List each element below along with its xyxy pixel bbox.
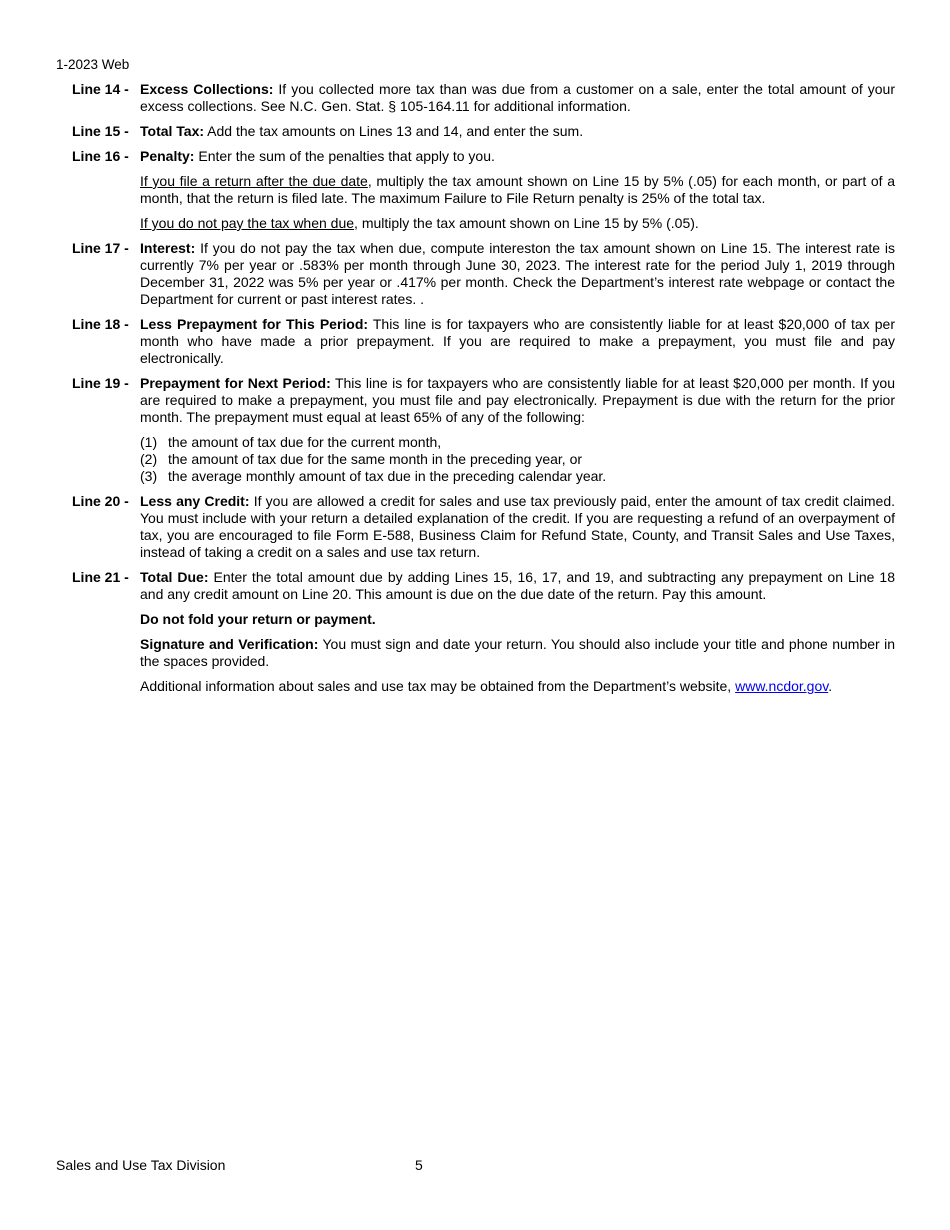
additional-info-text: Additional information about sales and use tax may be obtained from the Department’s website, [140, 678, 732, 694]
line-19-entry [72, 375, 895, 426]
signature-title: Signature and Verification: [140, 636, 319, 652]
line-18-entry [72, 316, 895, 367]
late-filing-heading: If you file a return after the due date [140, 173, 368, 189]
line-21-entry [72, 569, 895, 603]
line-text: If you collected more tax than was due from a customer on a sale, enter the total amount of your excess collections. See N.C. Gen. Stat. § 105-164.11 for additional information. [140, 81, 895, 114]
line-text: Enter the total amount due by adding Lines 15, 16, 17, and 19, and subtracting any prepayment on Line 18 and any credit amount on Line 20. This amount is due on the due date of the return. Pay this amount. [140, 569, 895, 602]
list-item [140, 451, 895, 468]
line-title: Excess Collections: [140, 81, 274, 97]
line-15-entry [72, 123, 895, 140]
signature-verification-note [72, 636, 895, 670]
list-item-text: the amount of tax due for the current month, [168, 434, 442, 450]
line-number: Line 18 - [72, 316, 129, 332]
footer-division: Sales and Use Tax Division [56, 1157, 226, 1173]
late-payment-heading: If you do not pay the tax when due [140, 215, 355, 231]
line-title: Penalty: [140, 148, 195, 164]
line-title: Interest: [140, 240, 196, 256]
line-title: Total Due: [140, 569, 209, 585]
page-number: 5 [415, 1157, 423, 1173]
line-14-entry [72, 81, 895, 115]
list-item-number: (3) [140, 468, 158, 484]
line-text: Add the tax amounts on Lines 13 and 14, and enter the sum. [207, 123, 584, 139]
line-17-entry [72, 240, 895, 308]
list-item-number: (1) [140, 434, 158, 450]
line-20-entry [72, 493, 895, 561]
late-payment-text: , multiply the tax amount shown on Line 15 by 5% (.05). [354, 215, 699, 231]
line-text: If you do not pay the tax when due, compute intereston the tax amount shown on Line 15. The interest rate is currently 7% per year or .583% per month through June 30, 2023. The interest rate for the period July 1, 2019 through December 31, 2022 was 5% per year or .417% per month. Check the Department’s interest rate webpage or contact the Department for current or past interest rates. . [140, 240, 896, 307]
list-item-text: the average monthly amount of tax due in the preceding calendar year. [168, 468, 607, 484]
late-filing-text: , multiply the tax amount shown on Line 15 by 5% (.05) for each month, or part of a month, that the return is filed late. The maximum Failure to File Return penalty is 25% of the total tax. [140, 173, 895, 206]
form-version-code: 1-2023 Web [56, 57, 130, 72]
line-number: Line 16 - [72, 148, 129, 164]
line-title: Less Prepayment for This Period: [140, 316, 369, 332]
ncdor-website-link[interactable]: www.ncdor.gov [735, 678, 829, 694]
line-text: Enter the sum of the penalties that apply to you. [198, 148, 495, 164]
line-number: Line 17 - [72, 240, 129, 256]
additional-info-note [72, 678, 895, 695]
line-number: Line 19 - [72, 375, 129, 391]
line-title: Less any Credit: [140, 493, 250, 509]
line-number: Line 15 - [72, 123, 129, 139]
late-payment-penalty [72, 215, 895, 232]
line-text: This line is for taxpayers who are consistently liable for at least $20,000 per month. If you are required to make a prepayment, you must file and pay electronically. Prepayment is due with the return for the prior month. The prepayment must equal at least 65% of any of the following: [140, 375, 895, 425]
list-item-text: the amount of tax due for the same month in the preceding year, or [168, 451, 583, 467]
no-fold-notice: Do not fold your return or payment. [140, 611, 376, 627]
prepayment-options-list [72, 434, 895, 485]
line-text: This line is for taxpayers who are consistently liable for at least $20,000 of tax per month who have made a prior prepayment. If you are required to make a prepayment, you must file and pay electronically. [140, 316, 895, 366]
line-16-entry [72, 148, 895, 165]
additional-info-end: . [828, 678, 833, 694]
signature-text: You must sign and date your return. You should also include your title and phone number in the spaces provided. [140, 636, 895, 669]
list-item [140, 468, 895, 485]
line-number: Line 21 - [72, 569, 129, 585]
list-item [140, 434, 895, 451]
line-title: Total Tax: [140, 123, 205, 139]
list-item-number: (2) [140, 451, 158, 467]
late-filing-penalty [72, 173, 895, 207]
instructions-body [72, 81, 895, 703]
line-number: Line 14 - [72, 81, 129, 97]
line-title: Prepayment for Next Period: [140, 375, 331, 391]
line-text: If you are allowed a credit for sales and use tax previously paid, enter the amount of tax credit claimed. You must include with your return a detailed explanation of the credit. If you are requesting a refund of an overpayment of tax, you are encouraged to file Form E-588, Business Claim for Refund State, County, and Transit Sales and Use Taxes, instead of taking a credit on a sales and use tax return. [140, 493, 895, 560]
line-number: Line 20 - [72, 493, 129, 509]
